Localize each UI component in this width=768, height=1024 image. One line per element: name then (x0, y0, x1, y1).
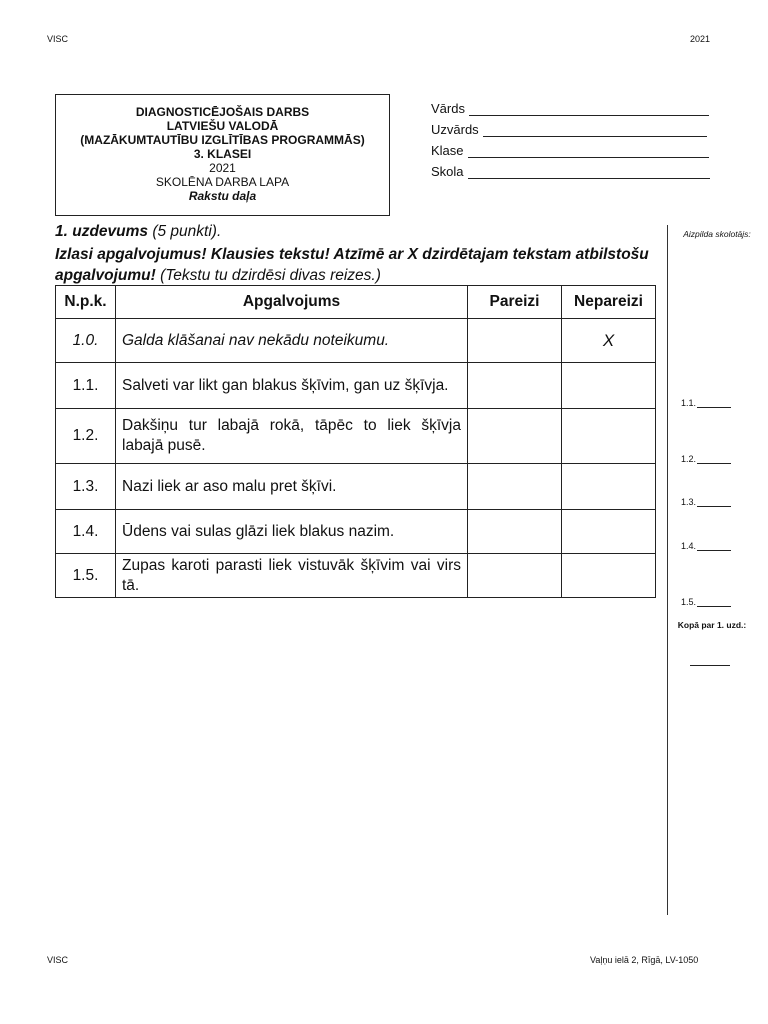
score-line[interactable] (697, 454, 731, 464)
total-score-line[interactable] (690, 665, 730, 666)
score-line[interactable] (697, 398, 731, 408)
school-line[interactable] (468, 166, 710, 179)
school-field[interactable] (431, 164, 710, 179)
row-false-cell[interactable] (562, 464, 656, 510)
first-name-field[interactable] (431, 101, 709, 116)
row-statement: Ūdens vai sulas glāzi liek blakus nazim. (116, 510, 468, 554)
score-label: 1.4. (681, 541, 697, 551)
total-label: Kopā par 1. uzd.: (677, 620, 747, 630)
header-organization: VISC (47, 34, 69, 44)
title-section: Rakstu daļa (188, 189, 257, 203)
surname-field[interactable] (431, 122, 707, 137)
title-worksheet: SKOLĒNA DARBA LAPA (155, 175, 290, 189)
row-false-cell[interactable] (562, 510, 656, 554)
row-false-cell: X (562, 319, 656, 363)
teacher-column-divider (667, 225, 668, 915)
row-true-cell[interactable] (468, 363, 562, 409)
row-statement: Nazi liek ar aso malu pret šķīvi. (116, 464, 468, 510)
title-box (55, 94, 390, 216)
row-statement: Zupas karoti parasti liek vistuvāk šķīvim vai virs tā. (116, 554, 468, 598)
score-field-1-1[interactable] (681, 398, 731, 408)
footer-address: Vaļņu ielā 2, Rīgā, LV-1050 (590, 955, 699, 965)
row-true-cell[interactable] (468, 554, 562, 598)
header-num: N.p.k. (56, 286, 116, 319)
score-field-1-3[interactable] (681, 497, 731, 507)
score-field-1-4[interactable] (681, 541, 731, 551)
header-year: 2021 (690, 34, 711, 44)
score-field-1-2[interactable] (681, 454, 731, 464)
first-name-line[interactable] (469, 103, 709, 116)
score-label: 1.1. (681, 398, 697, 408)
title-year: 2021 (209, 161, 236, 175)
table-header-row (56, 286, 656, 319)
table-row (56, 510, 656, 554)
school-label: Skola (431, 164, 464, 179)
score-line[interactable] (697, 541, 731, 551)
title-line-3: (MAZĀKUMTAUTĪBU IZGLĪTĪBAS PROGRAMMĀS) (80, 133, 365, 147)
row-num: 1.0. (56, 319, 116, 363)
table-row (56, 363, 656, 409)
title-line-1: DIAGNOSTICĒJOŠAIS DARBS (135, 105, 310, 119)
task-title: 1. uzdevums (55, 223, 149, 240)
class-label: Klase (431, 143, 464, 158)
header-false: Nepareizi (562, 286, 656, 319)
score-field-1-5[interactable] (681, 597, 731, 607)
row-true-cell[interactable] (468, 409, 562, 464)
row-statement: Dakšiņu tur labajā rokā, tāpēc to liek šķīvja labajā pusē. (116, 409, 468, 464)
surname-label: Uzvārds (431, 122, 479, 137)
row-false-cell[interactable] (562, 363, 656, 409)
title-line-2: LATVIEŠU VALODĀ (166, 119, 279, 133)
task-instruction-main: Izlasi apgalvojumus! Klausies tekstu! Atzīmē ar X dzirdētajam tekstam atbilstošu apgalvojumu! (55, 246, 649, 284)
task-instruction-note: (Tekstu tu dzirdēsi divas reizes.) (155, 267, 381, 284)
surname-line[interactable] (483, 124, 707, 137)
row-true-cell (468, 319, 562, 363)
class-line[interactable] (468, 145, 709, 158)
row-num: 1.4. (56, 510, 116, 554)
class-field[interactable] (431, 143, 709, 158)
title-grade: 3. KLASEI (193, 147, 252, 161)
header-statement: Apgalvojums (116, 286, 468, 319)
row-num: 1.3. (56, 464, 116, 510)
table-row-example (56, 319, 656, 363)
score-label: 1.5. (681, 597, 697, 607)
score-label: 1.2. (681, 454, 697, 464)
teacher-note: Aizpilda skolotājs: (683, 229, 751, 239)
row-num: 1.2. (56, 409, 116, 464)
row-true-cell[interactable] (468, 510, 562, 554)
score-label: 1.3. (681, 497, 697, 507)
score-line[interactable] (697, 497, 731, 507)
table-row (56, 554, 656, 598)
task-points: (5 punkti). (148, 223, 222, 240)
row-statement: Galda klāšanai nav nekādu noteikumu. (116, 319, 468, 363)
row-true-cell[interactable] (468, 464, 562, 510)
score-line[interactable] (697, 597, 731, 607)
row-false-cell[interactable] (562, 409, 656, 464)
task-heading (55, 223, 221, 241)
table-row (56, 464, 656, 510)
row-false-cell[interactable] (562, 554, 656, 598)
row-num: 1.1. (56, 363, 116, 409)
row-num: 1.5. (56, 554, 116, 598)
row-statement: Salveti var likt gan blakus šķīvim, gan uz šķīvja. (116, 363, 468, 409)
header-true: Pareizi (468, 286, 562, 319)
footer-organization: VISC (47, 955, 69, 965)
table-row (56, 409, 656, 464)
first-name-label: Vārds (431, 101, 465, 116)
task-instruction (55, 244, 665, 286)
statements-table (55, 285, 656, 598)
